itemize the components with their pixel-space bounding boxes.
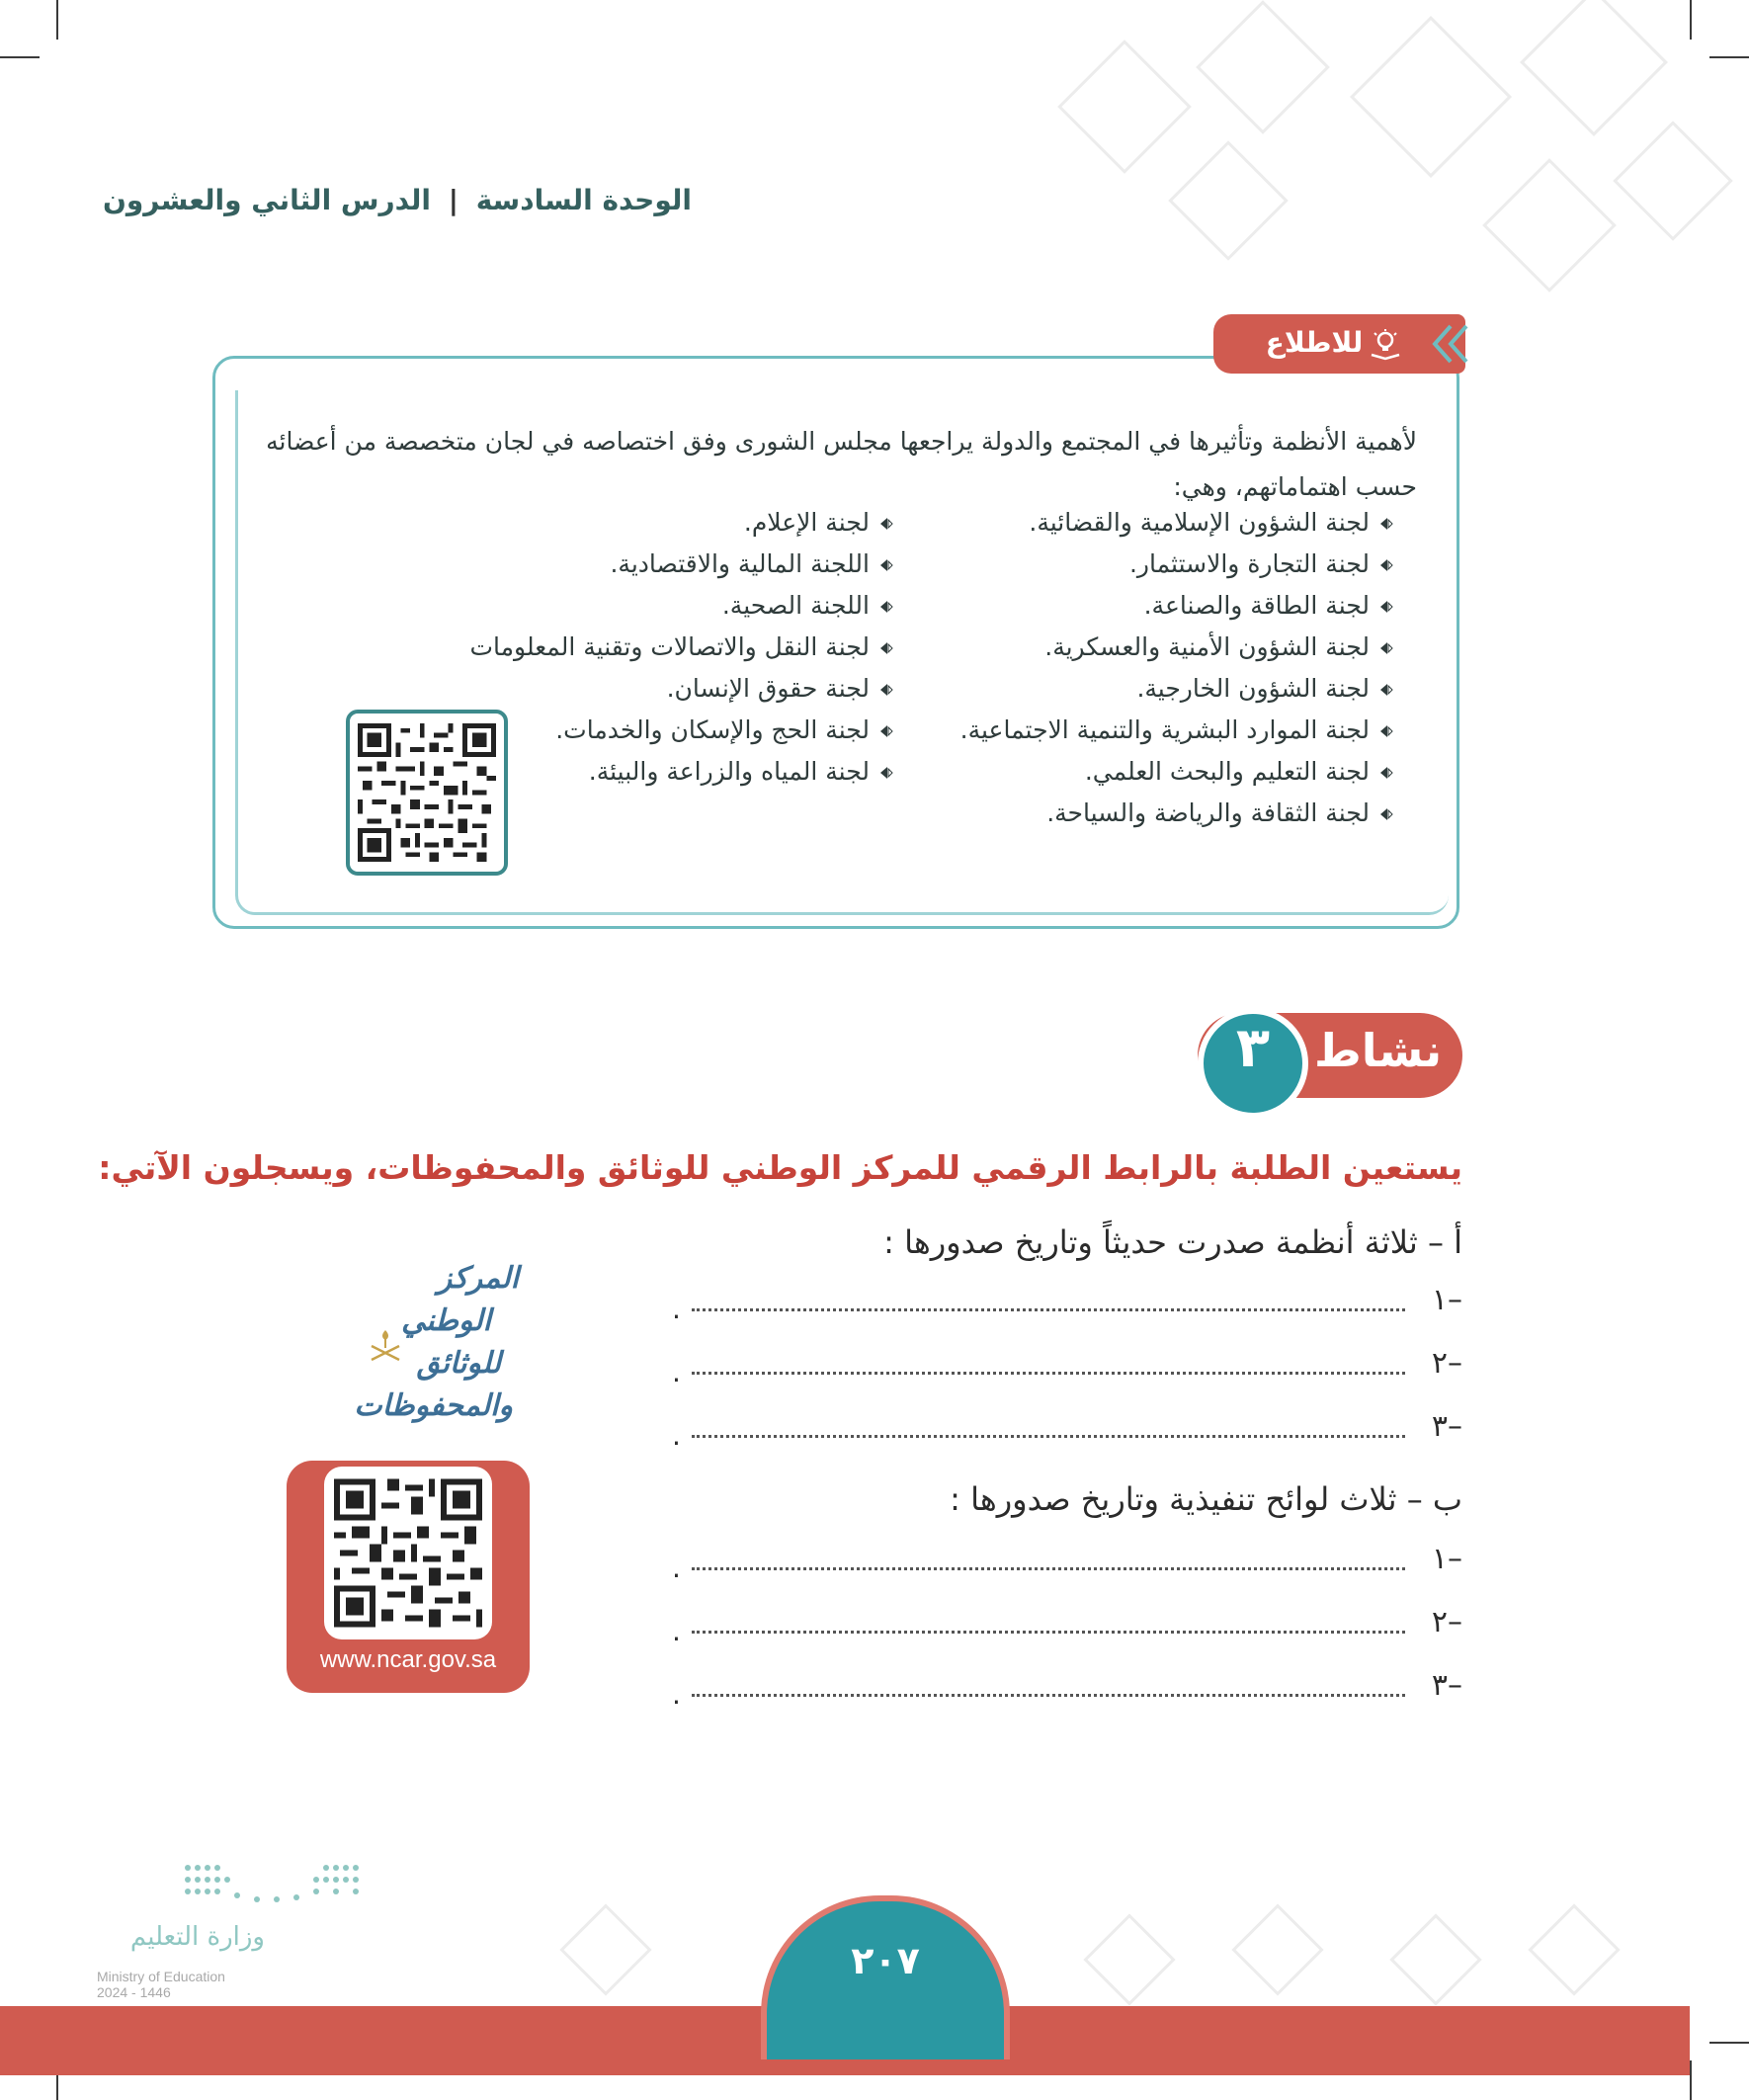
committees-list-left [470, 502, 893, 793]
bullet-icon [879, 766, 893, 780]
qr-code-icon [334, 1476, 482, 1630]
list-item: لجنة النقل والاتصالات وتقنية المعلومات [470, 627, 893, 668]
bullet-icon [879, 641, 893, 655]
list-item: لجنة التعليم والبحث العلمي. [960, 751, 1393, 793]
list-item: لجنة الطاقة والصناعة. [960, 585, 1393, 627]
bullet-icon [879, 724, 893, 738]
double-chevron-icon [1431, 322, 1470, 366]
bullet-icon [1379, 807, 1393, 821]
bullet-icon [1379, 724, 1393, 738]
list-item: لجنة الشؤون الإسلامية والقضائية. [960, 502, 1393, 544]
qr-code-icon [358, 721, 496, 864]
answer-line[interactable]: ١– . [672, 1283, 1462, 1325]
ministry-name-arabic: وزارة التعليم [129, 1922, 265, 1952]
page-header [103, 184, 692, 216]
bullet-icon [879, 558, 893, 572]
list-item: لجنة الحج والإسكان والخدمات. [470, 710, 893, 751]
bullet-icon [1379, 558, 1393, 572]
bullet-icon [879, 600, 893, 614]
answer-line[interactable]: ٢– . [672, 1605, 1462, 1647]
ncar-logo: المركز الوطني للوثائق والمحفوظات [354, 1261, 519, 1423]
question-b: ب – ثلاث لوائح تنفيذية وتاريخ صدورها : [950, 1480, 1462, 1518]
bullet-icon [879, 517, 893, 531]
activity-number: ٣ [1235, 1016, 1271, 1080]
list-item: لجنة الشؤون الخارجية. [960, 668, 1393, 710]
ministry-name-english: Ministry of Education 2024 - 1446 [97, 1969, 225, 2000]
lesson-title: الدرس الثاني والعشرون [102, 184, 431, 216]
answer-line[interactable]: ٣– . [672, 1409, 1462, 1452]
info-tab-label: للاطلاع [1265, 326, 1364, 359]
activity-instruction: يستعين الطلبة بالرابط الرقمي للمركز الوطني للوثائق والمحفوظات، ويسجلون الآتي: [98, 1148, 1462, 1187]
qr-card-white-panel [324, 1467, 492, 1639]
info-intro-text: لأهمية الأنظمة وتأثيرها في المجتمع والدولة يراجعها مجلس الشورى وفق اختصاصه في لجان متخصصة من أعضائه حسب اهتماماتهم، وهي: [266, 427, 1417, 501]
bullet-icon [1379, 600, 1393, 614]
ncar-url-link[interactable]: www.ncar.gov.sa [319, 1646, 497, 1673]
list-item: لجنة الثقافة والرياضة والسياحة. [960, 793, 1393, 834]
list-item: اللجنة المالية والاقتصادية. [470, 544, 893, 585]
bullet-icon [1379, 641, 1393, 655]
bullet-icon [1379, 683, 1393, 697]
unit-title: الوحدة السادسة [475, 184, 692, 216]
lightbulb-book-icon [1369, 328, 1402, 362]
bullet-icon [879, 683, 893, 697]
bullet-icon [1379, 766, 1393, 780]
answer-line[interactable]: ٢– . [672, 1346, 1462, 1388]
committees-list-right [960, 502, 1393, 834]
ministry-dots-logo-icon [178, 1860, 366, 1909]
header-separator: | [448, 184, 458, 216]
list-item: لجنة حقوق الإنسان. [470, 668, 893, 710]
list-item: لجنة التجارة والاستثمار. [960, 544, 1393, 585]
list-item: لجنة الموارد البشرية والتنمية الاجتماعية. [960, 710, 1393, 751]
activity-label: نشاط [1314, 1024, 1443, 1077]
list-item: لجنة الإعلام. [470, 502, 893, 544]
bullet-icon [1379, 517, 1393, 531]
answer-line[interactable]: ١– . [672, 1542, 1462, 1584]
question-a: أ – ثلاثة أنظمة صدرت حديثاً وتاريخ صدورها : [883, 1223, 1462, 1261]
answer-line[interactable]: ٣– . [672, 1668, 1462, 1711]
list-item: اللجنة الصحية. [470, 585, 893, 627]
page-number: ٢٠٧ [851, 1939, 920, 1982]
qr-code-shura[interactable] [346, 710, 508, 876]
list-item: لجنة المياه والزراعة والبيئة. [470, 751, 893, 793]
list-item: لجنة الشؤون الأمنية والعسكرية. [960, 627, 1393, 668]
saudi-emblem-icon [366, 1326, 405, 1366]
